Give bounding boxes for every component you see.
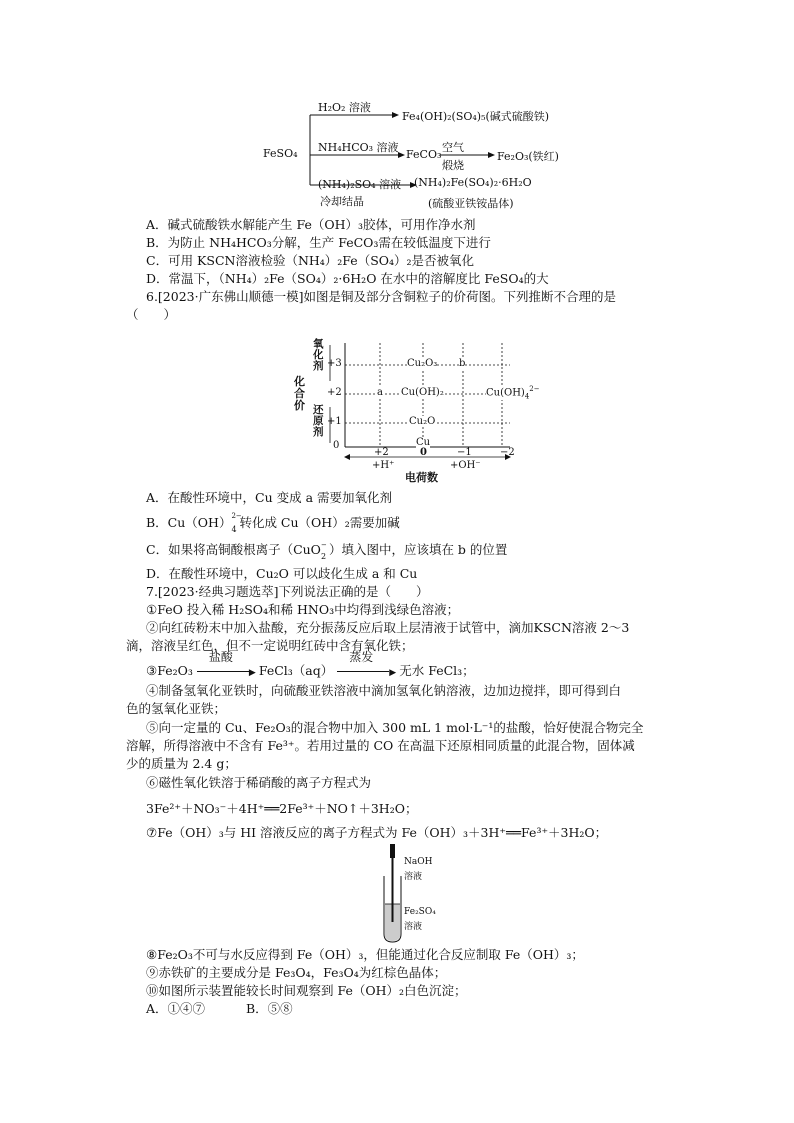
q7-option-a: A．①④⑦: [146, 1001, 206, 1016]
q7-statement-4a: ④制备氢氧化亚铁时，向硫酸亚铁溶液中滴加氢氧化钠溶液，边加边搅拌，即可得到白: [146, 683, 622, 698]
x-tick-0: 0: [420, 447, 427, 458]
x-tick-p2: +2: [374, 447, 389, 458]
chart-xlabel: 电荷数: [405, 471, 438, 484]
q7-statement-5b: 溶解，所得溶液中不含有 Fe³⁺。若用过量的 CO 在高温下还原相同质量的此混合物，固体减: [126, 738, 635, 753]
chart-reductant-label: 还原剂: [313, 404, 324, 438]
scheme-b2-reagent: NH₄HCO₃ 溶液: [318, 141, 399, 154]
q7-statement-6: ⑥磁性氧化铁溶于稀硝酸的离子方程式为: [146, 775, 372, 790]
scheme-b3-cond: 冷却结晶: [320, 195, 364, 208]
point-b: b: [459, 358, 466, 369]
q7-statement-3: ③Fe₂O₃ 盐酸 ▶ FeCl₃（aq） 蒸发 ▶ 无水 FeCl₃；: [146, 650, 475, 678]
q7-stem: 7.[2023·经典习题选萃]下列说法正确的是（ ）: [146, 584, 429, 599]
tube-reagent-top: NaOH: [404, 857, 433, 867]
scheme-b2-calcine: 煅烧: [442, 159, 464, 172]
y-tick-1: +1: [327, 416, 342, 427]
point-cu2o3: Cu₂O₃: [407, 358, 438, 369]
q5-option-d: D．常温下，（NH₄）₂Fe（SO₄）₂·6H₂O 在水中的溶解度比 FeSO₄的大: [146, 271, 549, 286]
q7-statement-4b: 色的氢氧化亚铁；: [126, 701, 227, 716]
q7-statement-2b: 滴，溶液呈红色，但不一定说明红砖中含有氧化铁；: [126, 638, 414, 653]
q6-option-b: B．Cu（OH） 2− 4 转化成 Cu（OH）₂需要加碱: [146, 512, 400, 534]
scheme-b2-product: Fe₂O₃(铁红): [497, 150, 559, 163]
q7-option-b: B．⑤⑧: [246, 1001, 293, 1016]
point-cuoh4: $Cu(OH)_4^{2-}$: [486, 385, 540, 401]
chart-oxidant-label: 氧化剂: [313, 338, 324, 372]
q6-option-c: C．如果将高铜酸根离子（CuO − 2 ）填入图中，应该填在 b 的位置: [146, 541, 508, 561]
point-cu: Cu: [416, 437, 431, 448]
chart-ylabel: 化合价: [294, 375, 305, 412]
scheme-b3-product: (NH₄)₂Fe(SO₄)₂·6H₂O: [414, 176, 532, 189]
q5-option-c: C．可用 KSCN溶液检验（NH₄）₂Fe（SO₄）₂是否被氧化: [146, 253, 475, 268]
q6-option-a: A．在酸性环境中，Cu 变成 a 需要加氧化剂: [146, 490, 393, 505]
point-cu2o: Cu₂O: [409, 416, 436, 427]
q7-statement-2a: ②向红砖粉末中加入盐酸，充分振荡反应后取上层清液于试管中，滴加KSCN溶液 2～3: [146, 620, 630, 635]
q7-statement-5a: ⑤向一定量的 Cu、Fe₂O₃的混合物中加入 300 mL 1 mol·L⁻¹的盐酸，恰好使混合物完全: [146, 720, 644, 735]
scheme-b1-product: Fe₄(OH)₂(SO₄)₅(碱式硫酸铁): [402, 110, 550, 123]
q5-option-a: A．碱式硫酸铁水解能产生 Fe（OH）₃胶体，可用作净水剂: [146, 217, 476, 232]
q7-statement-8: ⑧Fe₂O₃不可与水反应得到 Fe（OH）₃，但能通过化合反应制取 Fe（OH）₃；: [146, 947, 584, 962]
scheme-b3-reagent: (NH₄)₂SO₄ 溶液: [318, 178, 402, 191]
tube-reagent-bottom: Fe₂SO₄: [404, 907, 436, 917]
point-cuoh2: Cu(OH)₂: [401, 387, 444, 398]
y-tick-0: 0: [333, 440, 340, 451]
q6-stem: 6.[2023·广东佛山顺德一模]如图是铜及部分含铜粒子的价荷图。下列推断不合理的是: [146, 289, 616, 304]
scheme-b1-reagent: H₂O₂ 溶液: [318, 101, 371, 114]
right-arrow-label: +OH⁻: [450, 460, 481, 471]
point-a: a: [377, 387, 383, 398]
tube-reagent-bottom2: 溶液: [404, 922, 423, 932]
y-tick-3: +3: [327, 358, 342, 369]
scheme-b3-note: (硫酸亚铁铵晶体): [428, 197, 514, 210]
q6-option-d: D．在酸性环境中，Cu₂O 可以歧化生成 a 和 Cu: [146, 566, 418, 581]
diagram-lines: [290, 335, 530, 470]
scheme-b2-air: 空气: [442, 141, 464, 154]
q7-statement-5c: 少的质量为 2.4 g；: [126, 756, 237, 771]
y-tick-2: +2: [327, 387, 342, 398]
q7-statement-7: ⑦Fe（OH）₃与 HI 溶液反应的离子方程式为 Fe（OH）₃＋3H⁺══Fe³⁺＋3H₂O；: [146, 825, 608, 840]
scheme-b2-mid: FeCO₃: [406, 148, 442, 161]
x-tick-m1: −1: [457, 447, 472, 458]
q7-statement-9: ⑨赤铁矿的主要成分是 Fe₃O₄，Fe₃O₄为红棕色晶体；: [146, 965, 447, 980]
q6-paren: （ ）: [126, 307, 177, 322]
q5-option-b: B．为防止 NH₄HCO₃分解，生产 FeCO₃需在较低温度下进行: [146, 235, 491, 250]
q7-statement-1: ①FeO 投入稀 H₂SO₄和稀 HNO₃中均得到浅绿色溶液；: [146, 602, 460, 617]
scheme-start: FeSO₄: [263, 147, 298, 160]
q7-statement-10: ⑩如图所示装置能较长时间观察到 Fe（OH）₂白色沉淀；: [146, 983, 467, 998]
q7-statement-6-equation: 3Fe²⁺＋NO₃⁻＋4H⁺══2Fe³⁺＋NO↑＋3H₂O；: [146, 801, 418, 816]
tube-reagent-top2: 溶液: [404, 872, 423, 882]
x-tick-m2: −2: [500, 447, 515, 458]
left-arrow-label: +H⁺: [372, 460, 395, 471]
